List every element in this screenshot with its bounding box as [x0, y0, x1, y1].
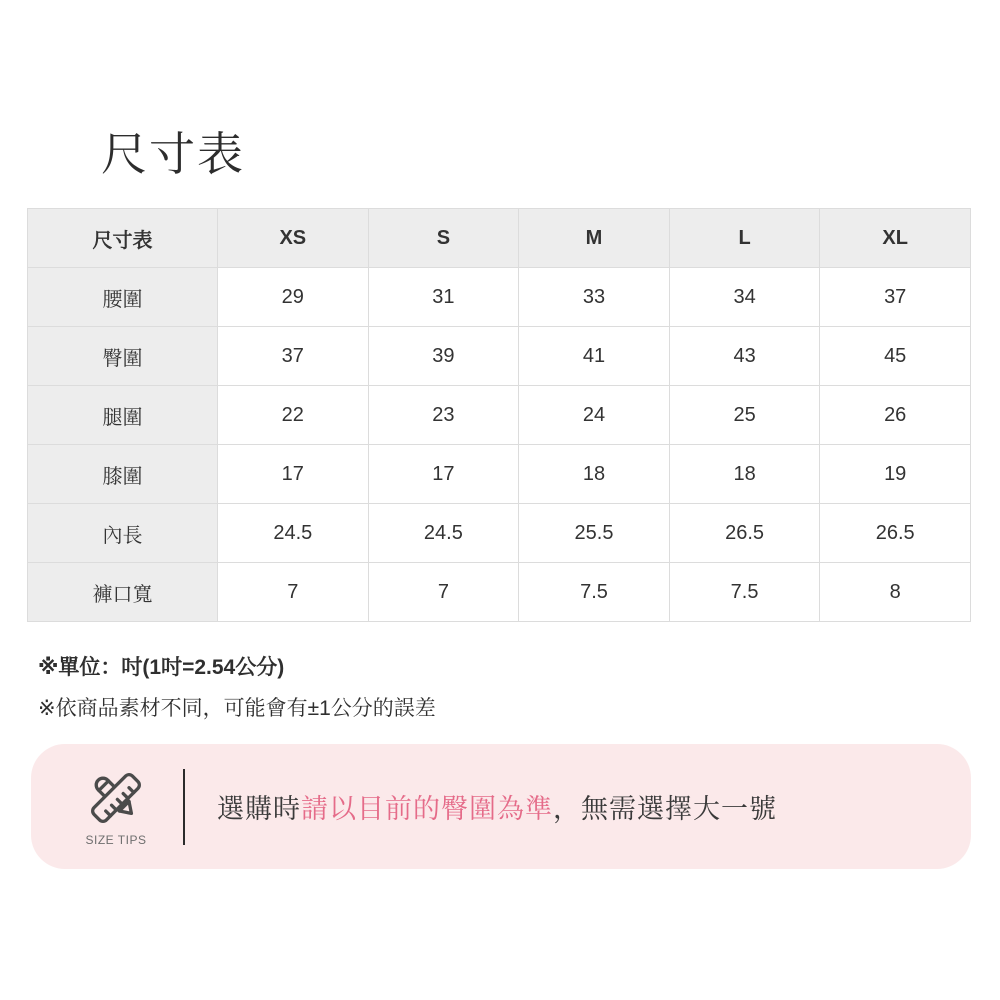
table-cell: 7.5 [669, 563, 820, 622]
table-cell: 7 [218, 563, 369, 622]
table-cell: 7.5 [519, 563, 670, 622]
tip-text-prefix: 選購時 [217, 794, 301, 824]
table-cell: 33 [519, 268, 670, 327]
table-cell: 34 [669, 268, 820, 327]
table-cell: 45 [820, 327, 971, 386]
table-cell: 25 [669, 386, 820, 445]
size-tips-box [31, 744, 971, 869]
note-unit: ※單位：吋(1吋=2.54公分) [38, 656, 285, 679]
size-tips-icon-block [83, 767, 149, 847]
table-cell: 31 [368, 268, 519, 327]
size-table-head [28, 209, 971, 268]
row-label: 膝圍 [28, 445, 218, 504]
table-cell: 22 [218, 386, 369, 445]
table-cell: 26.5 [820, 504, 971, 563]
row-label: 內長 [28, 504, 218, 563]
size-table [27, 208, 971, 622]
table-cell: 41 [519, 327, 670, 386]
header-row [28, 209, 971, 268]
header-cell-xl: XL [820, 209, 971, 268]
table-row [28, 327, 971, 386]
table-cell: 43 [669, 327, 820, 386]
page-title: 尺寸表 [101, 128, 245, 180]
table-row [28, 563, 971, 622]
row-label: 腿圍 [28, 386, 218, 445]
notes-block [38, 651, 436, 733]
table-cell: 18 [669, 445, 820, 504]
note-tolerance: ※依商品素材不同，可能會有±1公分的誤差 [38, 697, 436, 720]
size-tips-text [217, 787, 777, 826]
table-cell: 8 [820, 563, 971, 622]
vertical-divider [183, 769, 185, 845]
header-cell-s: S [368, 209, 519, 268]
table-cell: 19 [820, 445, 971, 504]
table-cell: 17 [368, 445, 519, 504]
row-label: 褲口寬 [28, 563, 218, 622]
table-cell: 37 [218, 327, 369, 386]
ruler-pencil-icon [85, 767, 147, 829]
header-cell-m: M [519, 209, 670, 268]
table-cell: 17 [218, 445, 369, 504]
table-cell: 26 [820, 386, 971, 445]
row-label: 腰圍 [28, 268, 218, 327]
table-cell: 26.5 [669, 504, 820, 563]
size-tips-label: SIZE TIPS [85, 832, 147, 847]
table-row [28, 445, 971, 504]
table-cell: 24.5 [218, 504, 369, 563]
header-cell-xs: XS [218, 209, 369, 268]
table-cell: 24.5 [368, 504, 519, 563]
table-cell: 39 [368, 327, 519, 386]
header-cell-l: L [669, 209, 820, 268]
table-cell: 29 [218, 268, 369, 327]
table-row [28, 504, 971, 563]
row-label: 臀圍 [28, 327, 218, 386]
table-cell: 25.5 [519, 504, 670, 563]
table-cell: 7 [368, 563, 519, 622]
table-row [28, 386, 971, 445]
table-cell: 24 [519, 386, 670, 445]
header-cell-label: 尺寸表 [28, 209, 218, 268]
table-cell: 18 [519, 445, 670, 504]
table-row [28, 268, 971, 327]
size-table-body [28, 268, 971, 622]
table-cell: 23 [368, 386, 519, 445]
tip-text-highlight: 請以目前的臀圍為準 [301, 794, 553, 824]
tip-text-suffix: ，無需選擇大一號 [553, 794, 777, 824]
table-cell: 37 [820, 268, 971, 327]
